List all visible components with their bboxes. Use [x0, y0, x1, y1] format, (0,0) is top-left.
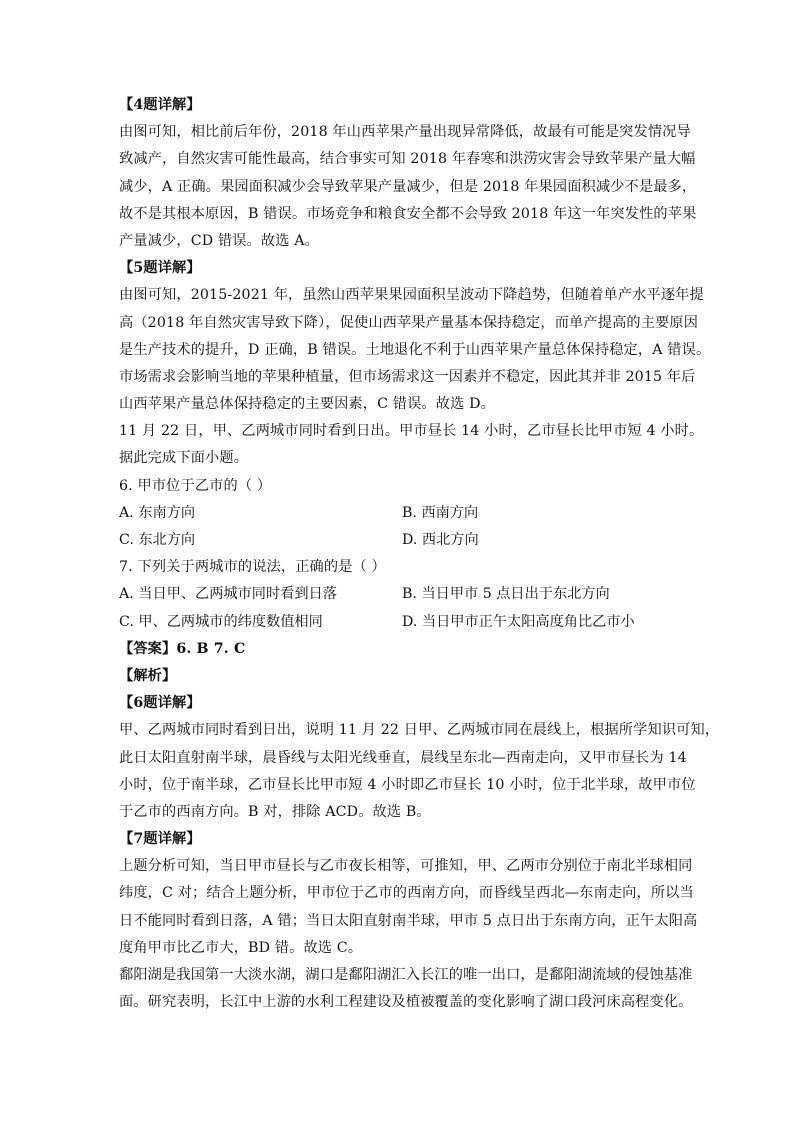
option-right: D. 西北方向 — [402, 532, 479, 548]
section-heading: 【4题详解】 — [119, 97, 201, 113]
option-left: C. 东北方向 — [119, 532, 196, 548]
text-line: 11 月 22 日，甲、乙两城市同时看到日出。甲市昼长 14 小时，乙市昼长比甲市短 4 小时。 — [119, 423, 704, 440]
text-line: 高（2018 年自然灾害导致下降），促使山西苹果产量基本保持稳定，而单产提高的主要原因 — [119, 314, 699, 331]
section-heading: 【解析】 — [119, 667, 177, 684]
text-line: 此日太阳直射南半球，晨昏线与太阳光线垂直，晨线呈东北—西南走向，又甲市昼长为 14 — [119, 749, 687, 766]
text-line: 上题分析可知，当日甲市昼长与乙市夜长相等，可推知，甲、乙两市分别位于南北半球相同 — [119, 858, 693, 875]
text-line: 据此完成下面小题。 — [119, 450, 249, 467]
text-line: 度角甲市比乙市大，BD 错。故选 C。 — [119, 939, 363, 956]
text-line: 由图可知，相比前后年份，2018 年山西苹果产量出现异常降低，故最有可能是突发情况导 — [119, 124, 691, 141]
text-line: 6. 甲市位于乙市的（ ） — [119, 477, 272, 494]
section-heading: 【答案】6. B 7. C — [119, 640, 246, 657]
text-line: 故不是其根本原因，B 错误。市场竞争和粮食安全都不会导致 2018 年这一年突发性的苹果 — [119, 205, 697, 222]
option-right: B. 西南方向 — [402, 504, 479, 521]
text-line: 面。研究表明，长江中上游的水利工程建设及植被覆盖的变化影响了湖口段河床高程变化。 — [119, 994, 693, 1011]
text-line: 于乙市的西南方向。B 对，排除 ACD。故选 B。 — [119, 803, 431, 820]
text-line: 鄱阳湖是我国第一大淡水湖，湖口是鄱阳湖汇入长江的唯一出口，是鄱阳湖流域的侵蚀基准 — [119, 967, 693, 983]
option-row — [119, 609, 689, 636]
text-line: 市场需求会影响当地的苹果种植量，但市场需求这一因素并不稳定，因此其并非 2015 年后 — [119, 368, 696, 385]
option-left: A. 东南方向 — [119, 504, 196, 521]
text-line: 甲、乙两城市同时看到日出，说明 11 月 22 日甲、乙两城市同在晨线上，根据所学知识可知， — [119, 722, 720, 739]
section-heading: 【6题详解】 — [119, 695, 201, 712]
text-line: 纬度，C 对；结合上题分析，甲市位于乙市的西南方向，而昏线呈西北—东南走向，所以当 — [119, 885, 694, 902]
text-line: 山西苹果产量总体保持稳定的主要因素，C 错误。故选 D。 — [119, 396, 495, 413]
text-line: 由图可知，2015-2021 年，虽然山西苹果果园面积呈波动下降趋势，但随着单产水平逐年提 — [119, 287, 704, 304]
option-row — [119, 527, 689, 554]
option-left: C. 甲、乙两城市的纬度数值相同 — [119, 613, 323, 630]
text-line: 产量减少，CD 错误。故选 A。 — [119, 232, 319, 249]
text-line: 致减产，自然灾害可能性最高，结合事实可知 2018 年春寒和洪涝灾害会导致苹果产量大幅 — [119, 151, 696, 168]
option-row — [119, 581, 689, 608]
text-line: 日不能同时看到日落，A 错；当日太阳直射南半球，甲市 5 点日出于东南方向，正午太阳高 — [119, 912, 698, 929]
section-heading: 【5题详解】 — [119, 260, 201, 277]
option-row — [119, 500, 689, 527]
option-right: D. 当日甲市正午太阳高度角比乙市小 — [402, 613, 635, 630]
option-left: A. 当日甲、乙两城市同时看到日落 — [119, 586, 337, 603]
text-line: 7. 下列关于两城市的说法，正确的是（ ） — [119, 559, 386, 576]
document-page — [119, 92, 720, 1016]
option-right: B. 当日甲市 5 点日出于东北方向 — [402, 586, 610, 603]
text-line: 减少，A 正确。果园面积减少会导致苹果产量减少，但是 2018 年果园面积减少不是最多， — [119, 178, 697, 195]
section-heading: 【7题详解】 — [119, 831, 201, 848]
text-line: 是生产技术的提升，D 正确，B 错误。土地退化不利于山西苹果产量总体保持稳定，A 错误。 — [119, 341, 711, 358]
text-line: 小时，位于南半球，乙市昼长比甲市短 4 小时即乙市昼长 10 小时，位于北半球，故甲市位 — [119, 776, 696, 793]
